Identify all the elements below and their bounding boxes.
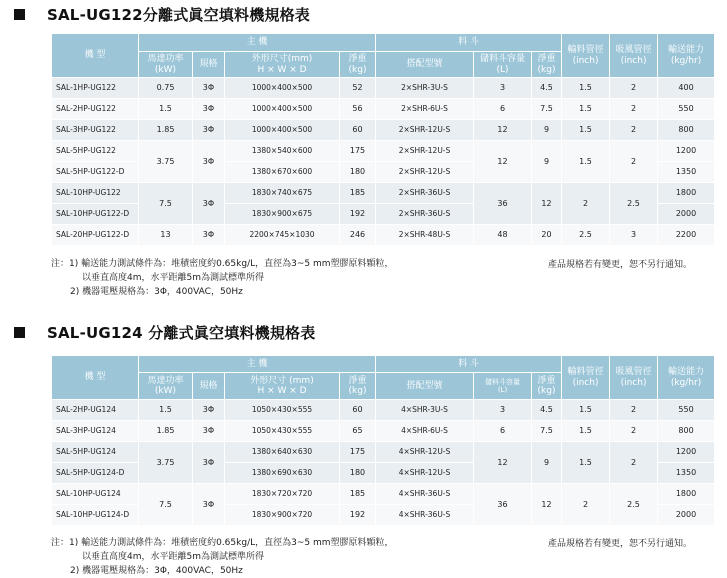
cell-output: 1200 xyxy=(658,442,715,463)
cell-hopper-weight: 9 xyxy=(532,141,562,183)
cell-spec: 3Φ xyxy=(193,225,225,246)
table-row xyxy=(52,141,715,162)
header-hopper-weight: 淨重 (kg) xyxy=(532,52,562,78)
cell-dims: 1380×640×630 xyxy=(225,442,340,463)
cell-model: 2×SHR-12U-S xyxy=(376,120,474,141)
cell-capacity: 12 xyxy=(474,442,532,484)
cell-pipe: 1.5 xyxy=(562,78,610,99)
cell-air: 2.5 xyxy=(610,183,658,225)
cell-output: 550 xyxy=(658,99,715,120)
cell-model: 2×SHR-36U-S xyxy=(376,204,474,225)
cell-air: 2 xyxy=(610,141,658,183)
cell-motor: 1.5 xyxy=(139,400,193,421)
header-dims: 外形尺寸 (mm) H × W × D xyxy=(225,373,340,400)
cell-weight: 185 xyxy=(340,484,376,505)
cell-model: 2×SHR-36U-S xyxy=(376,183,474,204)
cell-machine: SAL-2HP-UG124 xyxy=(52,400,139,421)
cell-output: 1350 xyxy=(658,162,715,183)
cell-spec: 3Φ xyxy=(193,442,225,484)
cell-air: 2 xyxy=(610,99,658,120)
spec-table-ug122 xyxy=(51,33,715,246)
cell-machine: SAL-5HP-UG124 xyxy=(52,442,139,463)
cell-air: 3 xyxy=(610,225,658,246)
cell-machine: SAL-10HP-UG122 xyxy=(52,183,139,204)
table-row xyxy=(52,120,715,141)
square-bullet-icon xyxy=(14,9,25,20)
cell-model: 2×SHR-12U-S xyxy=(376,141,474,162)
header-spec: 規格 xyxy=(193,373,225,400)
cell-capacity: 12 xyxy=(474,141,532,183)
cell-air: 2 xyxy=(610,78,658,99)
notes-section2 xyxy=(51,536,394,578)
cell-model: 2×SHR-6U-S xyxy=(376,99,474,120)
cell-spec: 3Φ xyxy=(193,183,225,225)
table-row xyxy=(52,484,715,505)
cell-hopper-weight: 20 xyxy=(532,225,562,246)
cell-weight: 60 xyxy=(340,400,376,421)
cell-motor: 1.85 xyxy=(139,421,193,442)
cell-output: 1350 xyxy=(658,463,715,484)
header-model: 搭配型號 xyxy=(376,373,474,400)
cell-motor: 1.85 xyxy=(139,120,193,141)
cell-weight: 185 xyxy=(340,183,376,204)
cell-output: 800 xyxy=(658,421,715,442)
cell-motor: 3.75 xyxy=(139,141,193,183)
cell-model: 4×SHR-3U-S xyxy=(376,400,474,421)
cell-dims: 1830×720×720 xyxy=(225,484,340,505)
cell-weight: 60 xyxy=(340,120,376,141)
header-spec: 規格 xyxy=(193,52,225,78)
cell-dims: 1830×740×675 xyxy=(225,183,340,204)
cell-model: 4×SHR-12U-S xyxy=(376,442,474,463)
cell-weight: 52 xyxy=(340,78,376,99)
header-capacity: 儲料斗容量 (L) xyxy=(474,52,532,78)
cell-output: 2200 xyxy=(658,225,715,246)
cell-spec: 3Φ xyxy=(193,78,225,99)
cell-output: 1200 xyxy=(658,141,715,162)
cell-spec: 3Φ xyxy=(193,400,225,421)
header-output: 輸送能力 (kg/hr) xyxy=(658,356,715,400)
cell-output: 2000 xyxy=(658,505,715,526)
cell-air: 2 xyxy=(610,442,658,484)
section1-title: SAL-UG122分離式眞空填料機規格表 xyxy=(47,6,311,24)
cell-dims: 1050×430×555 xyxy=(225,400,340,421)
cell-dims: 1000×400×500 xyxy=(225,120,340,141)
header-motor: 馬達功率 (kW) xyxy=(139,373,193,400)
cell-dims: 2200×745×1030 xyxy=(225,225,340,246)
cell-model: 2×SHR-3U-S xyxy=(376,78,474,99)
cell-spec: 3Φ xyxy=(193,120,225,141)
cell-hopper-weight: 4.5 xyxy=(532,400,562,421)
cell-pipe: 2 xyxy=(562,484,610,526)
section1-heading xyxy=(14,4,310,25)
table-row xyxy=(52,78,715,99)
cell-machine: SAL-10HP-UG124-D xyxy=(52,505,139,526)
cell-motor: 7.5 xyxy=(139,484,193,526)
table-row xyxy=(52,183,715,204)
cell-output: 2000 xyxy=(658,204,715,225)
cell-machine: SAL-10HP-UG124 xyxy=(52,484,139,505)
cell-spec: 3Φ xyxy=(193,99,225,120)
table-row xyxy=(52,421,715,442)
header-machine: 機 型 xyxy=(52,34,139,78)
cell-spec: 3Φ xyxy=(193,141,225,183)
cell-air: 2 xyxy=(610,400,658,421)
section2-heading xyxy=(14,322,315,343)
cell-dims: 1830×900×675 xyxy=(225,204,340,225)
cell-weight: 246 xyxy=(340,225,376,246)
notice-section2: 產品規格若有變更，恕不另行通知。 xyxy=(548,539,693,549)
header-weight: 淨重 (kg) xyxy=(340,373,376,400)
header-pipe: 輸料管徑 (inch) xyxy=(562,34,610,78)
cell-weight: 175 xyxy=(340,442,376,463)
header-output: 輸送能力 (kg/hr) xyxy=(658,34,715,78)
header-motor: 馬達功率 (kW) xyxy=(139,52,193,78)
cell-motor: 3.75 xyxy=(139,442,193,484)
cell-motor: 7.5 xyxy=(139,183,193,225)
cell-dims: 1380×670×600 xyxy=(225,162,340,183)
cell-capacity: 3 xyxy=(474,400,532,421)
header-hopper: 料 斗 xyxy=(376,356,562,373)
cell-hopper-weight: 9 xyxy=(532,442,562,484)
table-row xyxy=(52,225,715,246)
cell-pipe: 1.5 xyxy=(562,442,610,484)
cell-air: 2.5 xyxy=(610,484,658,526)
table-row xyxy=(52,442,715,463)
cell-output: 800 xyxy=(658,120,715,141)
header-model: 搭配型號 xyxy=(376,52,474,78)
cell-capacity: 3 xyxy=(474,78,532,99)
spec-table-ug124 xyxy=(51,355,715,526)
cell-air: 2 xyxy=(610,421,658,442)
cell-pipe: 2.5 xyxy=(562,225,610,246)
header-hopper: 料 斗 xyxy=(376,34,562,52)
cell-weight: 192 xyxy=(340,505,376,526)
cell-air: 2 xyxy=(610,120,658,141)
header-hopper-weight: 淨重 (kg) xyxy=(532,373,562,400)
note-2: 2) 機器電壓規格為：3Φ，400VAC，50Hz xyxy=(70,566,243,576)
cell-model: 4×SHR-12U-S xyxy=(376,463,474,484)
cell-pipe: 1.5 xyxy=(562,120,610,141)
cell-weight: 180 xyxy=(340,162,376,183)
cell-model: 4×SHR-36U-S xyxy=(376,484,474,505)
cell-weight: 192 xyxy=(340,204,376,225)
cell-machine: SAL-20HP-UG122-D xyxy=(52,225,139,246)
cell-pipe: 2 xyxy=(562,183,610,225)
cell-hopper-weight: 7.5 xyxy=(532,99,562,120)
cell-pipe: 1.5 xyxy=(562,141,610,183)
cell-spec: 3Φ xyxy=(193,484,225,526)
cell-capacity: 6 xyxy=(474,99,532,120)
note-1b: 以垂直高度4m，水平距離5m為測試標準所得 xyxy=(82,552,264,562)
cell-capacity: 36 xyxy=(474,183,532,225)
header-host: 主 機 xyxy=(139,356,376,373)
table-row xyxy=(52,99,715,120)
header-air: 吸風管徑 (inch) xyxy=(610,34,658,78)
section2-title: SAL-UG124 分離式眞空填料機規格表 xyxy=(47,324,316,342)
cell-dims: 1000×400×500 xyxy=(225,99,340,120)
cell-pipe: 1.5 xyxy=(562,400,610,421)
cell-weight: 65 xyxy=(340,421,376,442)
cell-hopper-weight: 12 xyxy=(532,484,562,526)
table-row xyxy=(52,400,715,421)
cell-dims: 1000×400×500 xyxy=(225,78,340,99)
notice-section1: 產品規格若有變更，恕不另行通知。 xyxy=(548,260,693,270)
cell-hopper-weight: 4.5 xyxy=(532,78,562,99)
cell-pipe: 1.5 xyxy=(562,421,610,442)
note-1: 注：1) 輸送能力測試條件為：堆積密度約0.65kg/L，直徑為3~5 mm塑膠原料顆粒， xyxy=(51,259,394,269)
header-capacity: 儲料斗容量 (L) xyxy=(474,373,532,400)
cell-dims: 1050×430×555 xyxy=(225,421,340,442)
header-weight: 淨重 (kg) xyxy=(340,52,376,78)
cell-capacity: 36 xyxy=(474,484,532,526)
cell-output: 550 xyxy=(658,400,715,421)
cell-hopper-weight: 9 xyxy=(532,120,562,141)
cell-dims: 1380×540×600 xyxy=(225,141,340,162)
note-2: 2) 機器電壓規格為：3Φ，400VAC，50Hz xyxy=(70,287,243,297)
cell-model: 2×SHR-12U-S xyxy=(376,162,474,183)
cell-machine: SAL-5HP-UG122 xyxy=(52,141,139,162)
square-bullet-icon xyxy=(14,327,25,338)
cell-model: 4×SHR-6U-S xyxy=(376,421,474,442)
cell-dims: 1830×900×720 xyxy=(225,505,340,526)
note-1b: 以垂直高度4m，水平距離5m為測試標準所得 xyxy=(82,273,264,283)
cell-capacity: 48 xyxy=(474,225,532,246)
cell-machine: SAL-3HP-UG124 xyxy=(52,421,139,442)
cell-output: 400 xyxy=(658,78,715,99)
cell-machine: SAL-10HP-UG122-D xyxy=(52,204,139,225)
cell-motor: 0.75 xyxy=(139,78,193,99)
cell-machine: SAL-5HP-UG122-D xyxy=(52,162,139,183)
notes-section1 xyxy=(51,257,394,299)
cell-hopper-weight: 7.5 xyxy=(532,421,562,442)
cell-dims: 1380×690×630 xyxy=(225,463,340,484)
cell-machine: SAL-3HP-UG122 xyxy=(52,120,139,141)
header-pipe: 輸料管徑 (inch) xyxy=(562,356,610,400)
cell-motor: 13 xyxy=(139,225,193,246)
cell-spec: 3Φ xyxy=(193,421,225,442)
cell-model: 4×SHR-36U-S xyxy=(376,505,474,526)
cell-capacity: 6 xyxy=(474,421,532,442)
cell-weight: 180 xyxy=(340,463,376,484)
header-host: 主 機 xyxy=(139,34,376,52)
cell-machine: SAL-5HP-UG124-D xyxy=(52,463,139,484)
header-machine: 機 型 xyxy=(52,356,139,400)
cell-weight: 56 xyxy=(340,99,376,120)
cell-machine: SAL-1HP-UG122 xyxy=(52,78,139,99)
cell-output: 1800 xyxy=(658,183,715,204)
cell-motor: 1.5 xyxy=(139,99,193,120)
cell-pipe: 1.5 xyxy=(562,99,610,120)
cell-weight: 175 xyxy=(340,141,376,162)
cell-capacity: 12 xyxy=(474,120,532,141)
header-dims: 外形尺寸(mm) H × W × D xyxy=(225,52,340,78)
cell-output: 1800 xyxy=(658,484,715,505)
cell-model: 2×SHR-48U-S xyxy=(376,225,474,246)
note-1: 注：1) 輸送能力測試條件為：堆積密度約0.65kg/L，直徑為3~5 mm塑膠原料顆粒， xyxy=(51,538,394,548)
cell-hopper-weight: 12 xyxy=(532,183,562,225)
cell-machine: SAL-2HP-UG122 xyxy=(52,99,139,120)
header-air: 吸風管徑 (inch) xyxy=(610,356,658,400)
